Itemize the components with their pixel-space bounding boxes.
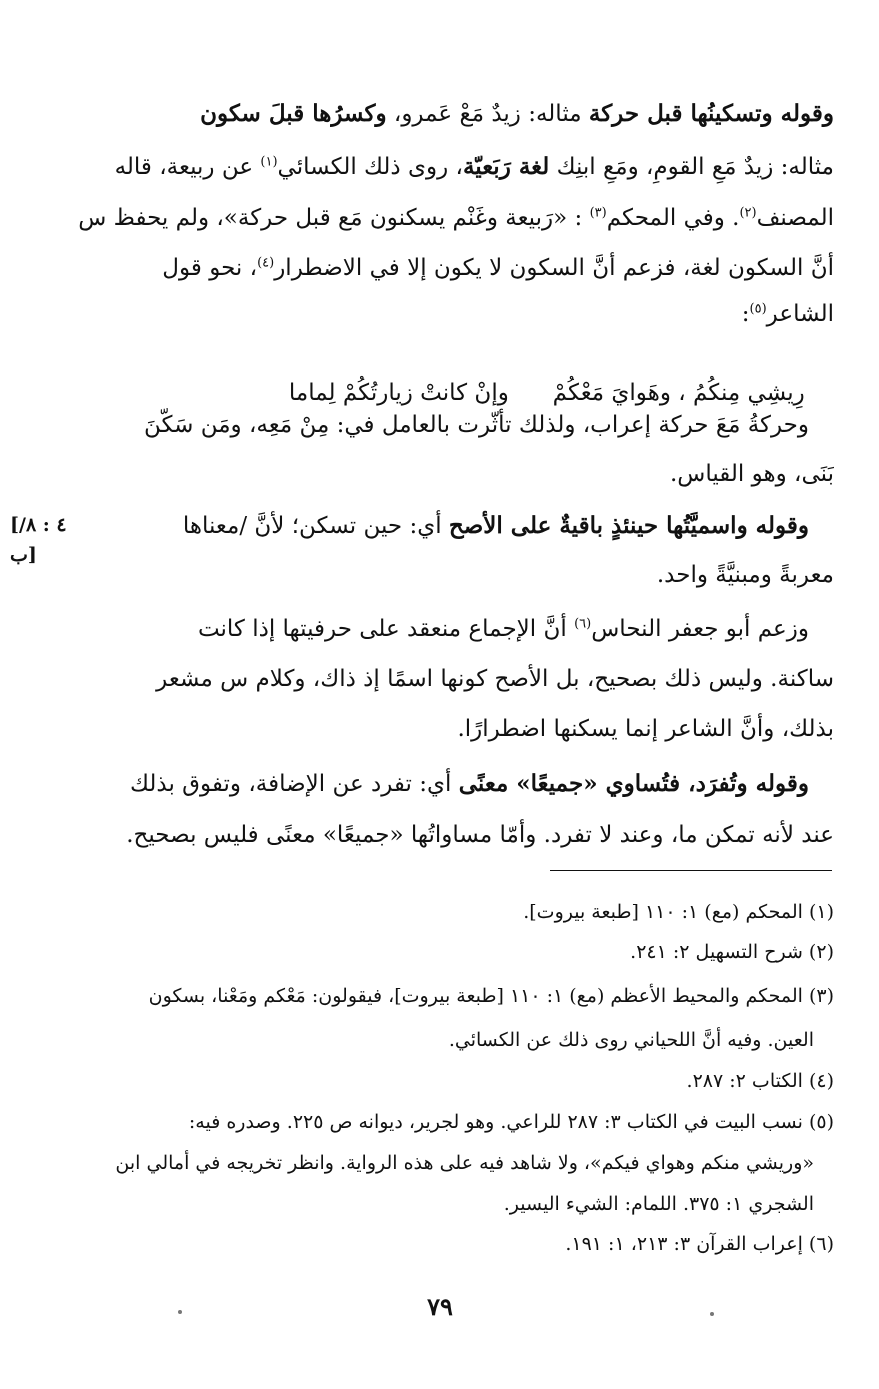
- body-line-7: [44, 408, 809, 442]
- footnote-5-continuation: «وريشي منكم وهواي فيكم»، ولا شاهد فيه على هذه الرواية. وانظر تخريجه في أمالي ابن: [115, 1152, 814, 1174]
- body-text: الشاعر: [766, 301, 834, 327]
- body-text: عن ربيعة، قاله: [114, 154, 261, 180]
- bold-heading: وقوله وتُفرَد، فتُساوي «جميعًا» معنًى: [458, 770, 809, 797]
- footnote-ref[interactable]: (٢): [739, 205, 757, 221]
- body-text: عند لأنه تمكن ما، وعند لا تفرد. وأمّا مساواتُها «جميعًا» معنًى فليس بصحيح.: [126, 822, 834, 848]
- footnote-1: (١) المحكم (مع) ١: ١١٠ [طبعة بيروت].: [523, 901, 834, 923]
- body-text: بذلك، وأنَّ الشاعر إنما يسكنها اضطرارًا.: [457, 716, 834, 742]
- verse-text: رِيشِي مِنكُمُ ، وهَوايَ مَعْكُمْ وإنْ كانتْ زيارتُكُمْ لِماما: [288, 380, 805, 406]
- body-text: ، نحو قول: [162, 255, 258, 281]
- body-line-10: [44, 558, 834, 592]
- footnote-ref[interactable]: (٣): [589, 205, 607, 221]
- body-line-9: [109, 509, 809, 543]
- footnote-6: (٦) إعراب القرآن ٣: ٢١٣، ١: ١٩١.: [565, 1233, 834, 1255]
- body-text: :: [741, 301, 750, 327]
- body-text: . وفي المحكم: [606, 205, 740, 231]
- body-line-3: [44, 201, 834, 235]
- body-text: وحركةُ مَعَ حركة إعراب، ولذلك تأثّرت بالعامل في: مِنْ مَعِه، ومَن سَكَّنَ: [143, 412, 809, 438]
- bold-term: لغة رَبَعيّة: [462, 153, 550, 180]
- body-line-1: [44, 97, 834, 131]
- body-text: أنَّ الإجماع منعقد على حرفيتها إذا كانت: [197, 616, 575, 642]
- body-text: أي: حين تسكن؛ لأنَّ /معناها: [182, 513, 449, 539]
- body-line-2: [44, 150, 834, 184]
- footnote-2: (٢) شرح التسهيل ٢: ٢٤١.: [630, 941, 834, 963]
- body-line-14: [44, 767, 809, 801]
- body-text: معربةً ومبنيَّةً واحد.: [656, 562, 834, 588]
- scan-speck: [178, 1310, 182, 1314]
- body-line-15: [44, 818, 834, 852]
- body-text: ساكنة. وليس ذلك بصحيح، بل الأصح كونها اسمًا إذ ذاك، وكلام س مشعر: [156, 666, 834, 692]
- body-text: : «رَبيعة وغَنْم يسكنون مَع قبل حركة»، ولم يحفظ س: [78, 205, 590, 231]
- bold-heading: وقوله واسميَّتُها حينئذٍ باقيةٌ على الأصح: [448, 512, 809, 539]
- body-line-5: [44, 297, 834, 331]
- page-number: ٧٩: [427, 1292, 453, 1321]
- body-text: مثاله: زيدٌ مَعِ القومِ، ومَعِ ابنِك: [549, 154, 834, 180]
- body-text: وزعم أبو جعفر النحاس: [591, 616, 809, 642]
- footnote-divider: [550, 870, 832, 871]
- body-line-12: [44, 662, 834, 696]
- body-text: مثاله: زيدٌ مَعْ عَمرو،: [386, 101, 589, 127]
- body-text: بَنَى، وهو القياس.: [669, 461, 834, 487]
- scan-speck: [710, 1312, 714, 1316]
- footnote-ref[interactable]: (٦): [574, 616, 592, 632]
- body-line-8: [44, 457, 834, 491]
- footnote-3-continuation: العين. وفيه أنَّ اللحياني روى ذلك عن الكسائي.: [448, 1029, 814, 1051]
- footnote-ref[interactable]: (٤): [257, 255, 275, 271]
- footnote-ref[interactable]: (١): [260, 154, 278, 170]
- margin-folio-note: [٤ : ٨/ب]: [10, 514, 67, 566]
- body-text: أنَّ السكون لغة، فزعم أنَّ السكون لا يكون إلا في الاضطرار: [274, 255, 834, 281]
- body-text: المصنف: [756, 205, 834, 231]
- footnote-5-continuation: الشجري ١: ٣٧٥. اللمام: الشيء اليسير.: [503, 1193, 814, 1215]
- body-line-13: [44, 712, 834, 746]
- bold-heading: وكسرُها قبلَ سكون: [200, 100, 387, 127]
- footnote-3: (٣) المحكم والمحيط الأعظم (مع) ١: ١١٠ [طبعة بيروت]، فيقولون: مَعْكم ومَعْنا، بسكون: [148, 985, 834, 1007]
- body-text: أي: تفرد عن الإضافة، وتفوق بذلك: [129, 771, 459, 797]
- footnote-4: (٤) الكتاب ٢: ٢٨٧.: [686, 1070, 834, 1092]
- body-line-11: [44, 612, 809, 646]
- footnote-5: (٥) نسب البيت في الكتاب ٣: ٢٨٧ للراعي. وهو لجرير، ديوانه ص ٢٢٥. وصدره فيه:: [188, 1111, 834, 1133]
- body-text: ، روى ذلك الكسائي: [277, 154, 463, 180]
- body-line-4: [44, 251, 834, 285]
- bold-heading: وقوله وتسكينُها قبل حركة: [588, 100, 834, 127]
- footnote-ref[interactable]: (٥): [749, 301, 767, 317]
